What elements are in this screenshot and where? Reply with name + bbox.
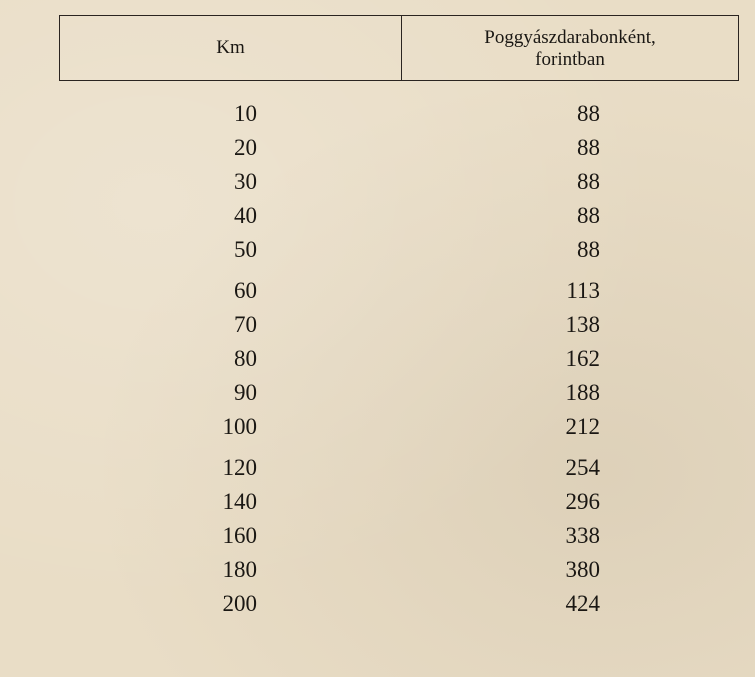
km-cell: 90 (234, 380, 257, 405)
price-cell: 88 (577, 101, 600, 126)
price-cell: 113 (566, 278, 600, 303)
price-cell: 88 (577, 203, 600, 228)
km-cell: 50 (234, 237, 257, 262)
table-row (0, 97, 755, 131)
column-header-price-line1: Poggyászdarabonként, (484, 27, 656, 48)
table-row (0, 519, 755, 553)
km-cell: 20 (234, 135, 257, 160)
column-header-price (402, 16, 738, 80)
row-group (0, 274, 755, 444)
km-cell: 30 (234, 169, 257, 194)
price-cell: 296 (565, 489, 600, 514)
price-cell: 88 (577, 237, 600, 262)
km-cell: 80 (234, 346, 257, 371)
price-cell: 424 (565, 591, 600, 616)
column-header-km-label: Km (216, 37, 245, 58)
km-cell: 60 (234, 278, 257, 303)
table-row (0, 131, 755, 165)
table-row (0, 199, 755, 233)
price-cell: 212 (565, 414, 600, 439)
price-cell: 88 (577, 169, 600, 194)
table-row (0, 165, 755, 199)
price-cell: 162 (565, 346, 600, 371)
table-row (0, 233, 755, 267)
row-group (0, 97, 755, 267)
table-row (0, 376, 755, 410)
table-row (0, 587, 755, 621)
price-cell: 88 (577, 135, 600, 160)
table-body (0, 97, 755, 628)
column-header-km (60, 16, 402, 80)
price-cell: 380 (565, 557, 600, 582)
km-cell: 10 (234, 101, 257, 126)
table-row (0, 308, 755, 342)
table-row (0, 553, 755, 587)
table-row (0, 274, 755, 308)
price-cell: 138 (565, 312, 600, 337)
table-row (0, 485, 755, 519)
table-row (0, 451, 755, 485)
column-header-price-line2: forintban (535, 49, 605, 70)
km-cell: 40 (234, 203, 257, 228)
table-header (59, 15, 739, 81)
price-cell: 254 (565, 455, 600, 480)
km-cell: 120 (222, 455, 257, 480)
km-cell: 180 (222, 557, 257, 582)
table-row (0, 410, 755, 444)
km-cell: 200 (222, 591, 257, 616)
row-group (0, 451, 755, 621)
price-cell: 188 (565, 380, 600, 405)
km-cell: 160 (222, 523, 257, 548)
km-cell: 100 (222, 414, 257, 439)
price-cell: 338 (565, 523, 600, 548)
km-cell: 140 (222, 489, 257, 514)
km-cell: 70 (234, 312, 257, 337)
table-row (0, 342, 755, 376)
